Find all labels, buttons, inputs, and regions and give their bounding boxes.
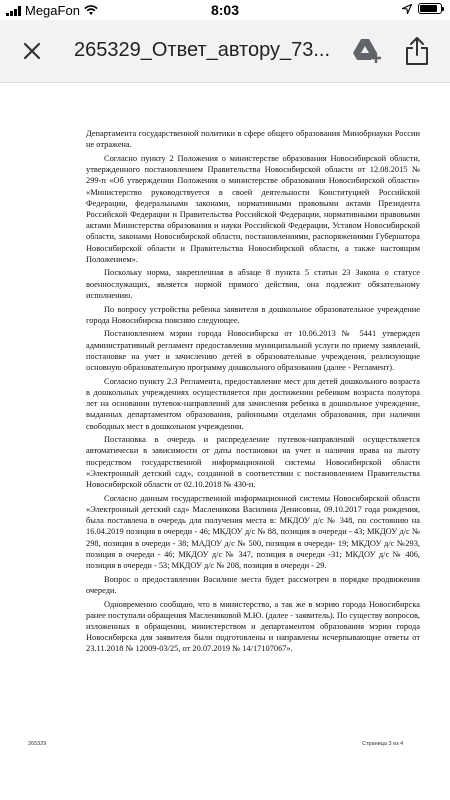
paragraph: Вопрос о предоставлении Василине места будет рассмотрен в порядке продвижения очереди.: [86, 574, 420, 595]
share-icon[interactable]: [405, 36, 429, 66]
footer-doc-id: 265329: [28, 741, 47, 747]
document-body: [86, 128, 420, 657]
close-icon[interactable]: [18, 37, 46, 65]
paragraph: Департамента государственной политики в сфере общего образования Минобрнауки России не отражена.: [86, 129, 420, 150]
status-time: 8:03: [210, 2, 240, 18]
paragraph: Согласно данным государственной информационной системы Новосибирской области «Электронный детский сад» Масленикова Василина Денисовна, 09.10.2017 года рождения, была поставлена в очередь для получения места в: МКДОУ д/с № 348, по состоянию на 16.04.2019 позиция в очереди - 46; МКДОУ д/с № 88, позиция в очереди - 43; МКДОУ д/с № 298, позиция в очереди - 38; МАДОУ д/с № 500, позиция в очереди- 19; МКДОУ д/с №293, позиция в очереди - 46; МКДОУ д/с № 347, позиция в очереди -31; МКДОУ д/с № 406, позиция в очереди - 53; МКДОУ д/с № 208, позиция в очереди - 29.: [86, 493, 420, 571]
document-title: 265329_Ответ_автору_73...: [74, 39, 331, 61]
status-bar: [0, 0, 450, 20]
status-right: [402, 3, 442, 14]
document-page: [0, 83, 450, 800]
paragraph: Согласно пункту 2 Положения о министерстве образования Новосибирской области, утвержденного постановлением Правительства Новосибирской области от 12.08.2015 № 299-п «Об утверждении Положения о министерстве образования Новосибирской области» «Министерство руководствуется в своей деятельности Конституцией Российской Федерации, федеральными законами, нормативными правовыми актами Президента Российской Федерации и Правительства Российской Федерации, нормативными правовыми актами Министерства образования и науки Российской Федерации, Уставом Новосибирской области, законами Новосибирской области, постановлениями, распоряжениями Губернатора Новосибирской области и Правительства Новосибирской области, а также настоящим Положением».: [86, 153, 420, 264]
viewer-toolbar: [0, 20, 450, 83]
paragraph: Поскольку норма, закрепленная в абзаце 8 пункта 5 статьи 23 Закона о статусе военнослужащих, является нормой прямого действия, она подлежит обязательному исполнению.: [86, 268, 420, 300]
paragraph: Согласно пункту 2.3 Регламента, предоставление мест для детей дошкольного возраста в дошкольных учреждениях осуществляется при достижении ребенком возраста полутора лет на основании путевок-направлений для зачисления ребенка в дошкольное учреждение, выданных департаментом образования, районными отделами образования, при наличии свободных мест в дошкольном учреждении.: [86, 376, 420, 431]
paragraph: Одновременно сообщаю, что в министерство, а так же в мэрию города Новосибирска ранее поступали обращения Маслениковой М.Ю. (далее - заявитель). По существу вопросов, изложенных в обращении, министерством и департаментом образования мэрии города Новосибирска для заявителя были подготовлены и направлены исчерпывающие ответы от 23.11.2018 № 12009-03/25, от 20.07.2019 № 14/17107067».: [86, 599, 420, 654]
footer-page-number: Страница 3 из 4: [362, 741, 404, 747]
location-arrow-icon: [402, 4, 412, 14]
paragraph: Постановлением мэрии города Новосибирска от 10.06.2013 № 5441 утвержден административный регламент предоставления муниципальной услуги по приему заявлений, постановке на учет и зачислению детей в образовательные учреждения, реализующие основную образовательную программу дошкольного образования (далее - Регламент).: [86, 329, 420, 373]
carrier-label: MegaFon: [25, 3, 80, 18]
battery-icon: [418, 3, 442, 14]
google-drive-add-icon[interactable]: [352, 38, 382, 64]
paragraph: Постановка в очередь и распределение путевок-направлений осуществляется автоматически в зависимости от даты постановки на учет и наличия права на льготу посредством государственной информационной системы Новосибирской области «Электронный детский сад», созданной в соответствии с постановлением Правительства Новосибирской области от 02.10.2018 № 430-п.: [86, 435, 420, 490]
paragraph: По вопросу устройства ребенка заявителя в дошкольное образовательное учреждение города Новосибирска поясняю следующее.: [86, 304, 420, 325]
battery-fill: [420, 5, 437, 12]
